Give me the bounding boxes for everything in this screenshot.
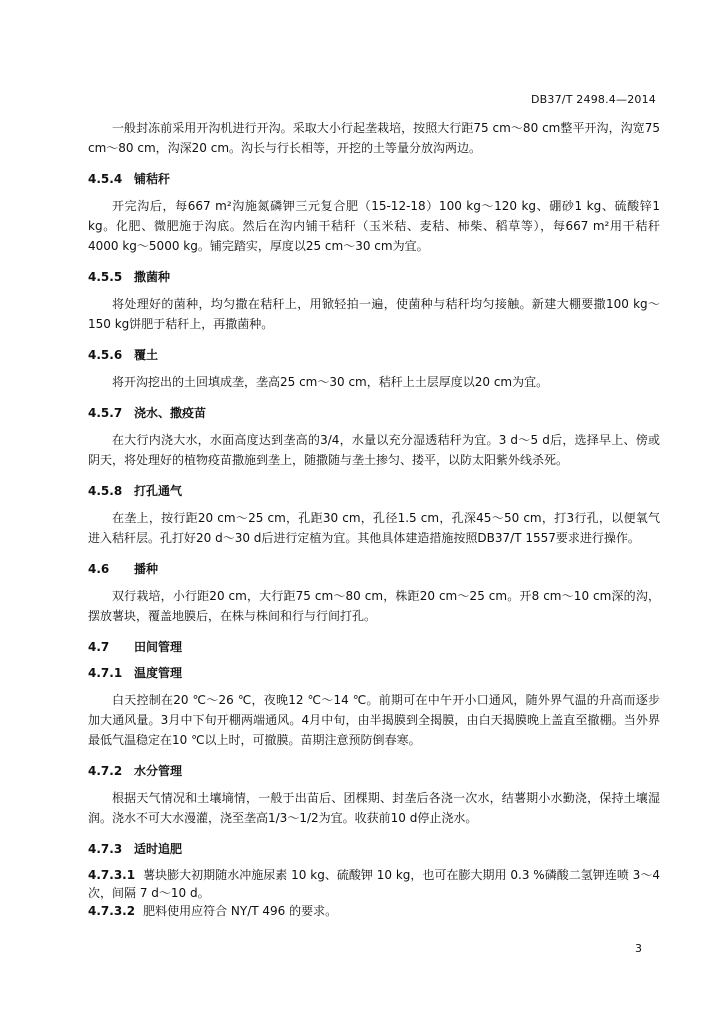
section-number: 4.5.5 (88, 270, 123, 284)
section-number: 4.5.6 (88, 348, 123, 362)
section-heading (88, 762, 660, 780)
section-paragraph: 白天控制在20 ℃～26 ℃，夜晚12 ℃～14 ℃。前期可在中午开小口通风，随外界气温的升高而逐步加大通风量。3月中下旬开棚两端通风。4月中旬，由半揭膜到全揭膜，由白天揭膜晚上盖直至撤棚。当外界最低气温稳定在10 ℃以上时，可撤膜。苗期注意预防倒春寒。 (88, 693, 660, 747)
section-number: 4.5.8 (88, 484, 123, 498)
section-title: 温度管理 (134, 666, 183, 680)
document-body (88, 118, 660, 920)
section-paragraph: 在垄上，按行距20 cm～25 cm，孔距30 cm，孔径1.5 cm，孔深45～50 cm，打3行孔，以便氧气进入秸秆层。孔打好20 d～30 d后进行定植为宜。其他具体建造措施按照DB37/T 1557要求进行操作。 (88, 511, 660, 545)
section-title: 铺秸秆 (134, 172, 171, 186)
section-heading (88, 560, 660, 578)
section-title: 适时追肥 (134, 842, 183, 856)
section-paragraph: 根据天气情况和土壤墒情，一般于出苗后、团棵期、封垄后各浇一次水，结薯期小水勤浇，保持土壤湿润。浇水不可大水漫灌，浇至垄高1/3～1/2为宜。收获前10 d停止浇水。 (88, 791, 660, 825)
section-number: 4.7.3 (88, 842, 123, 856)
section-heading (88, 404, 660, 422)
section-paragraph: 在大行内浇大水，水面高度达到垄高的3/4，水量以充分湿透秸秆为宜。3 d～5 d后，选择早上、傍或阴天，将处理好的植物疫苗撒施到垄上，随撒随与垄土掺匀、搂平，以防太阳紫外线杀死。 (88, 433, 660, 467)
section-number: 4.6 (88, 562, 110, 576)
section-heading (88, 268, 660, 286)
section-title: 浇水、撒疫苗 (134, 406, 207, 420)
section-title: 水分管理 (134, 764, 183, 778)
section-list (88, 170, 660, 866)
section-title: 打孔通气 (134, 484, 183, 498)
section-heading (88, 664, 660, 682)
subitem-list (88, 866, 660, 920)
section-heading (88, 346, 660, 364)
document-id: DB37/T 2498.4—2014 (530, 93, 656, 106)
subitem-text: 肥料使用应符合 NY/T 496 的要求。 (143, 904, 338, 918)
subitem-number: 4.7.3.2 (88, 904, 136, 918)
section-number: 4.7.2 (88, 764, 123, 778)
section-number: 4.7.1 (88, 666, 123, 680)
section-heading (88, 638, 660, 656)
page-number: 3 (635, 942, 642, 955)
intro-paragraph: 一般封冻前采用开沟机进行开沟。采取大小行起垄栽培，按照大行距75 cm～80 cm整平开沟，沟宽75 cm～80 cm，沟深20 cm。沟长与行长相等，开挖的土等量分放沟两边。 (88, 121, 660, 155)
section-heading (88, 840, 660, 858)
section-paragraph: 双行栽培，小行距20 cm，大行距75 cm～80 cm，株距20 cm～25 cm。开8 cm～10 cm深的沟，摆放薯块，覆盖地膜后，在株与株间和行与行间打孔。 (88, 589, 660, 623)
subitem-paragraph (88, 866, 660, 902)
section-paragraph: 开完沟后，每667 m²沟施氮磷钾三元复合肥（15-12-18）100 kg～120 kg、硼砂1 kg、硫酸锌1 kg。化肥、微肥施于沟底。然后在沟内铺干秸秆（玉米秸、麦秸、柿柴、稻草等），每667 m²用干秸秆4000 kg～5000 kg。铺完踏实，厚度以25 cm～30 cm为宜。 (88, 199, 660, 253)
section-paragraph: 将处理好的菌种，均匀撒在秸秆上，用锨轻拍一遍，使菌种与秸秆均匀接触。新建大棚要撒100 kg～150 kg饼肥于秸秆上，再撒菌种。 (88, 297, 660, 331)
section-number: 4.7 (88, 640, 110, 654)
section-title: 田间管理 (134, 640, 183, 654)
section-heading (88, 482, 660, 500)
section-number: 4.5.7 (88, 406, 123, 420)
section-title: 撒菌种 (134, 270, 171, 284)
section-title: 覆土 (134, 348, 159, 362)
subitem-paragraph (88, 902, 660, 920)
section-heading (88, 170, 660, 188)
section-title: 播种 (134, 562, 159, 576)
section-paragraph: 将开沟挖出的土回填成垄，垄高25 cm～30 cm，秸秆上土层厚度以20 cm为宜。 (112, 375, 549, 389)
section-number: 4.5.4 (88, 172, 123, 186)
subitem-text: 薯块膨大初期随水冲施尿素 10 kg、硫酸钾 10 kg，也可在膨大期用 0.3 %磷酸二氢钾连喷 3～4 次，间隔 7 d～10 d。 (88, 868, 660, 900)
subitem-number: 4.7.3.1 (88, 868, 136, 882)
